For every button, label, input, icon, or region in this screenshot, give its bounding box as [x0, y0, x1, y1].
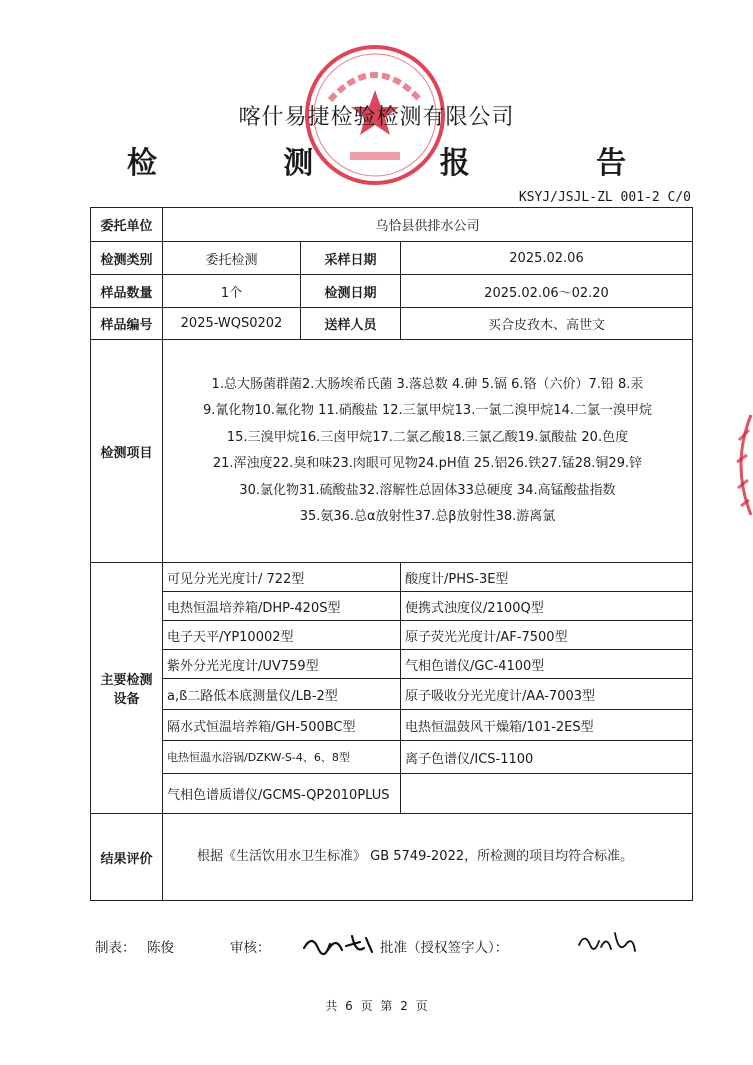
prepared-label: 制表：	[95, 940, 136, 956]
equipment-row	[91, 679, 693, 710]
sample-no-value: 2025-WQS0202	[163, 308, 301, 340]
row-sample-qty	[91, 275, 693, 308]
equipment-row	[91, 621, 693, 650]
prepared-name: 陈俊	[147, 940, 174, 956]
company-name: 喀什易捷检验检测有限公司	[238, 105, 515, 130]
submitter-label: 送样人员	[301, 308, 401, 340]
sampling-date-label: 采样日期	[301, 242, 401, 275]
equipment-cell: 电热恒温水浴锅/DZKW-S-4、6、8型	[163, 741, 401, 774]
sample-qty-label: 样品数量	[91, 275, 163, 308]
equipment-row	[91, 774, 693, 814]
test-date-value: 2025.02.06～02.20	[401, 275, 693, 308]
equipment-cell: 离子色谱仪/ICS-1100	[401, 741, 693, 774]
test-items-line: 35.氨36.总α放射性37.总β放射性38.游离氯	[299, 509, 556, 524]
equipment-cell: 电子天平/YP10002型	[163, 621, 401, 650]
equipment-cell	[401, 774, 693, 814]
result-label: 结果评价	[91, 814, 163, 901]
reviewer-signature	[300, 928, 380, 958]
test-date-label: 检测日期	[301, 275, 401, 308]
equipment-cell: 紫外分光光度计/UV759型	[163, 650, 401, 679]
equipment-label-line: 设备	[113, 692, 140, 707]
equipment-cell: 便携式浊度仪/2100Q型	[401, 592, 693, 621]
row-client	[91, 208, 693, 242]
equipment-cell: 原子吸收分光光度计/AA-7003型	[401, 679, 693, 710]
equipment-cell: 电热恒温鼓风干燥箱/101-2ES型	[401, 710, 693, 741]
equipment-label	[91, 563, 163, 814]
test-items-line: 9.氰化物10.氟化物 11.硝酸盐 12.三氯甲烷13.一氯二溴甲烷14.二氯一溴甲烷	[202, 403, 653, 418]
test-type-label: 检测类别	[91, 242, 163, 275]
test-items-line: 1.总大肠菌群菌2.大肠埃希氏菌 3.落总数 4.砷 5.镉 6.铬（六价）7.铅 8.汞	[211, 376, 644, 392]
equipment-cell: 气相色谱仪/GC-4100型	[401, 650, 693, 679]
equipment-cell: 电热恒温培养箱/DHP-420S型	[163, 592, 401, 621]
equipment-row	[91, 592, 693, 621]
equipment-row	[91, 650, 693, 679]
equipment-cell: 隔水式恒温培养箱/GH-500BC型	[163, 710, 401, 741]
result-text: 根据《生活饮用水卫生标准》 GB 5749-2022，所检测的项目均符合标准。	[163, 814, 693, 901]
row-test-items	[91, 340, 693, 563]
row-sample-no	[91, 308, 693, 340]
row-result	[91, 814, 693, 901]
client-label: 委托单位	[91, 208, 163, 242]
test-items-line: 15.三溴甲烷16.三卤甲烷17.二氯乙酸18.三氯乙酸19.氯酸盐 20.色度	[226, 429, 629, 445]
equipment-cell: a,ß二路低本底测量仪/LB-2型	[163, 679, 401, 710]
equipment-cell: 可见分光光度计/ 722型	[163, 563, 401, 592]
sample-qty-value: 1个	[163, 275, 301, 308]
equipment-row	[91, 563, 693, 592]
sampling-date-value: 2025.02.06	[401, 242, 693, 275]
equipment-cell: 原子荧光光度计/AF-7500型	[401, 621, 693, 650]
equipment-label-line: 主要检测	[100, 673, 153, 688]
equipment-cell: 酸度计/PHS-3E型	[401, 563, 693, 592]
approve-label: 批准（授权签字人）：	[380, 940, 509, 956]
test-items-line: 21.浑浊度22.臭和味23.肉眼可见物24.pH值 25.铝26.铁27.锰28.铜29.锌	[212, 456, 643, 471]
test-items-line: 30.氯化物31.硫酸盐32.溶解性总固体33总硬度 34.高锰酸盐指数	[239, 482, 616, 498]
equipment-cell: 气相色谱质谱仪/GCMS-QP2010PLUS	[163, 774, 401, 814]
sample-no-label: 样品编号	[91, 308, 163, 340]
document-code: KSYJ/JSJL-ZL 001-2 C/0	[518, 190, 691, 205]
test-type-value: 委托检测	[163, 242, 301, 275]
test-items-label: 检测项目	[91, 340, 163, 563]
submitter-value: 买合皮孜木、高世文	[401, 308, 693, 340]
report-title: 检 测 报 告	[126, 146, 685, 181]
report-table	[90, 207, 693, 901]
client-value: 乌恰县供排水公司	[163, 208, 693, 242]
equipment-row	[91, 741, 693, 774]
page-number: 共 6 页 第 2 页	[325, 999, 428, 1013]
page-seam-seal	[727, 410, 753, 520]
equipment-row	[91, 710, 693, 741]
approver-signature	[575, 927, 640, 957]
row-test-type	[91, 242, 693, 275]
review-label: 审核：	[230, 940, 271, 956]
test-items-list	[163, 340, 693, 563]
